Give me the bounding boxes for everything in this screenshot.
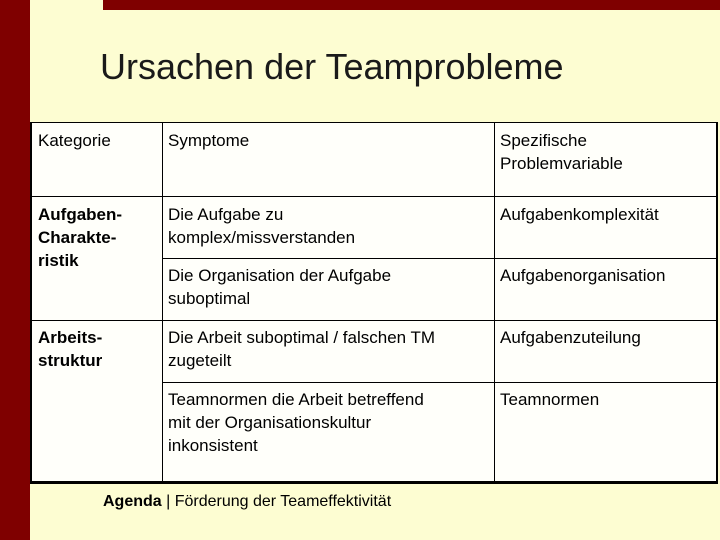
header-symptome: Symptome xyxy=(168,131,250,150)
footer-topic: Förderung der Teameffektivität xyxy=(174,493,392,510)
symptom-cell: Die Aufgabe zu komplex/missverstanden xyxy=(168,205,356,247)
row-divider xyxy=(162,258,716,259)
column-divider xyxy=(494,123,495,481)
symptom-cell: Die Arbeit suboptimal / falschen TM zugeteilt xyxy=(168,328,436,370)
causes-table xyxy=(30,122,718,484)
footer-section: Agenda xyxy=(103,493,162,510)
category-aufgaben-charakteristik: Aufgaben- Charakte- ristik xyxy=(38,205,123,270)
variable-cell: Aufgabenzuteilung xyxy=(500,328,641,347)
footer-separator: | xyxy=(161,493,175,510)
header-kategorie: Kategorie xyxy=(38,131,111,150)
footer xyxy=(103,493,391,511)
category-arbeitsstruktur: Arbeits- struktur xyxy=(38,328,103,370)
category-divider xyxy=(32,320,716,321)
variable-cell: Aufgabenkomplexität xyxy=(500,205,659,224)
top-accent-bar xyxy=(103,0,720,10)
variable-cell: Aufgabenorganisation xyxy=(500,266,666,285)
header-divider xyxy=(32,196,716,197)
variable-cell: Teamnormen xyxy=(500,390,600,409)
left-accent-bar xyxy=(0,0,30,540)
row-divider xyxy=(162,382,716,383)
slide-title: Ursachen der Teamprobleme xyxy=(100,46,564,87)
column-divider xyxy=(162,123,163,481)
symptom-cell: Die Organisation der Aufgabe suboptimal xyxy=(168,266,392,308)
header-problemvariable: Spezifische Problemvariable xyxy=(500,131,623,173)
symptom-cell: Teamnormen die Arbeit betreffend mit der Organisationskultur inkonsistent xyxy=(168,390,424,455)
